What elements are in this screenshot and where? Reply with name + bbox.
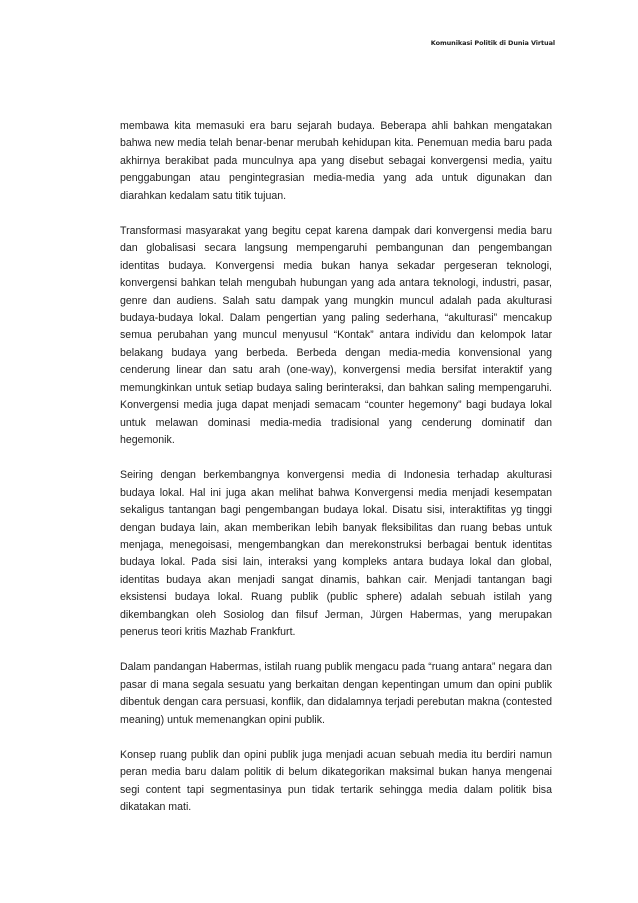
paragraph-5: Konsep ruang publik dan opini publik juga menjadi acuan sebuah media itu berdiri namun peran media baru dalam politik di belum dikategorikan maksimal bukan hanya mengenai segi content tapi segmentasinya pun tidak tertarik sehingga media dalam politik bisa dikatakan mati. bbox=[120, 749, 552, 814]
paragraph-2: Transformasi masyarakat yang begitu cepat karena dampak dari konvergensi media baru dan globalisasi secara langsung mempengaruhi pembangunan dan pengembangan identitas budaya. Konvergensi media bukan hanya sekadar pergeseran teknologi, konvergensi bahkan telah mengubah hubungan yang ada antara teknologi, industri, pasar, genre dan audiens. Salah satu dampak yang mungkin muncul adalah pada akulturasi budaya-budaya lokal. Dalam pengertian yang paling sederhana, “akulturasi” mencakup semua perubahan yang muncul menyusul “Kontak” antara individu dan kelompok latar belakang budaya yang berbeda. Berbeda dengan media-media konvensional yang cenderung linear dan satu arah (one-way), konvergensi media bersifat interaktif yang memungkinkan untuk setiap budaya saling berinteraksi, dan bahkan saling mempengaruhi. Konvergensi media juga dapat menjadi semacam “counter hegemony” bagi budaya lokal untuk melawan dominasi media-media tradisional yang cenderung dominatif dan hegemonik. bbox=[120, 225, 552, 446]
paragraph-3: Seiring dengan berkembangnya konvergensi media di Indonesia terhadap akulturasi budaya lokal. Hal ini juga akan melihat bahwa Konvergensi media menjadi kesempatan sekaligus tantangan bagi pengembangan budaya lokal. Disatu sisi, interaktifitas yg tinggi dengan budaya lain, akan memberikan lebih banyak fleksibilitas dan ruang bebas untuk menjaga, menegoisasi, mengembangkan dan merekonstruksi berbagai bentuk identitas budaya lokal. Pada sisi lain, interaksi yang kompleks antara budaya lokal dan global, identitas budaya akan menjadi sangat dinamis, bahkan cair. Menjadi tantangan bagi eksistensi budaya lokal. Ruang publik (public sphere) adalah sebuah istilah yang dikembangkan oleh Sosiolog dan filsuf Jerman, Jürgen Habermas, yang merupakan penerus teori kritis Mazhab Frankfurt. bbox=[120, 469, 552, 638]
paragraph-1: membawa kita memasuki era baru sejarah budaya. Beberapa ahli bahkan mengatakan bahwa new media telah benar-benar merubah kehidupan kita. Penemuan media baru pada akhirnya berakibat pada munculnya apa yang disebut sebagai konvergensi media, yaitu penggabungan atau pengintegrasian media-media yang ada untuk digunakan dan diarahkan kedalam satu titik tujuan. bbox=[120, 120, 552, 202]
body-text bbox=[120, 118, 552, 835]
paragraph-4: Dalam pandangan Habermas, istilah ruang publik mengacu pada “ruang antara” negara dan pasar di mana segala sesuatu yang berkaitan dengan kepentingan umum dan opini publik dibentuk dengan cara persuasi, konflik, dan didalamnya terjadi perebutan makna (contested meaning) untuk memenangkan opini publik. bbox=[120, 661, 552, 726]
running-header: Komunikasi Politik di Dunia Virtual bbox=[430, 39, 555, 47]
